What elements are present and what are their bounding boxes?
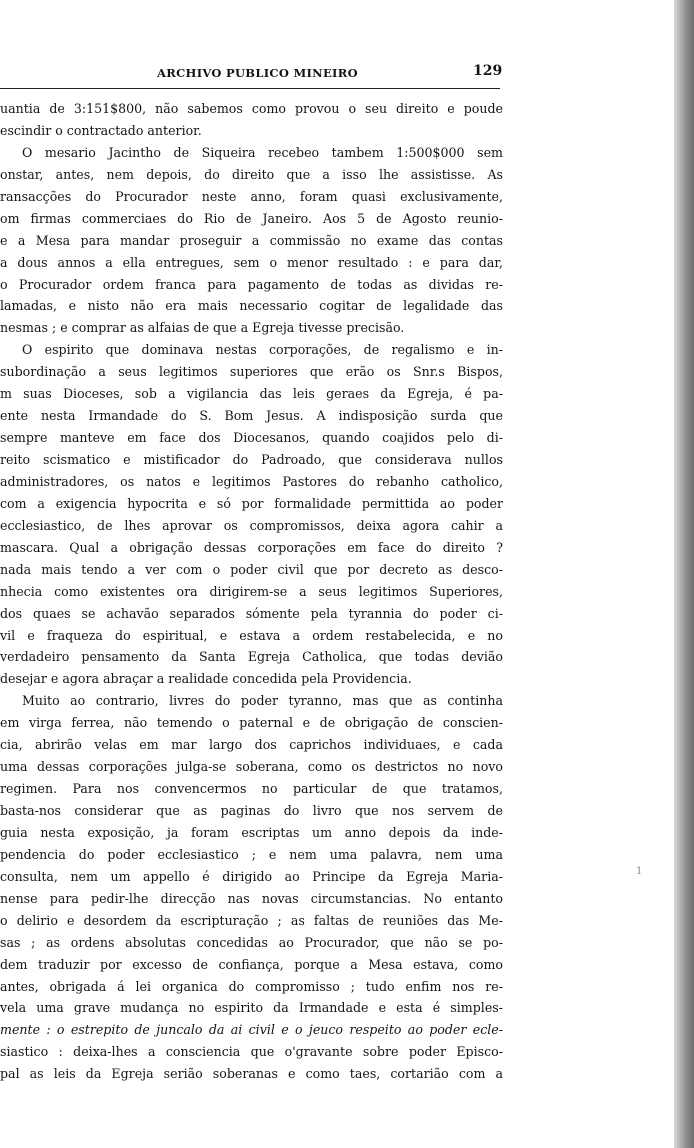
text-line: ente nesta Irmandade do S. Bom Jesus. A indisposição surda que	[0, 408, 503, 424]
text-line: O espirito que dominava nestas corporações, de regalismo e in-	[22, 342, 503, 358]
running-title: ARCHIVO PUBLICO MINEIRO	[157, 66, 358, 80]
text-line: em virga ferrea, não temendo o paternal e de obrigação de conscien-	[0, 715, 503, 731]
text-line: cia, abrirão velas em mar largo dos caprichos individuaes, e cada	[0, 737, 503, 753]
text-line: nada mais tendo a ver com o poder civil que por decreto as desco-	[0, 561, 503, 577]
text-line: administradores, os natos e legitimos Pastores do rebanho catholico,	[0, 473, 503, 489]
text-line: sempre manteve em face dos Diocesanos, quando coajidos pelo di-	[0, 430, 503, 446]
text-line: sas ; as ordens absolutas concedidas ao Procurador, que não se po-	[0, 934, 503, 950]
text-line: lamadas, e nisto não era mais necessario cogitar de legalidade das	[0, 298, 503, 314]
text-line: subordinação a seus legitimos superiores que erão os Snr.s Bispos,	[0, 364, 503, 380]
page-number: 129	[473, 63, 503, 79]
text-line: siastico : deixa-lhes a consciencia que o'gravante sobre poder Episco-	[0, 1044, 503, 1060]
text-line: vela uma grave mudança no espirito da Irmandade e esta é simples-	[0, 1000, 503, 1016]
text-line: dos quaes se achavão separados sómente pela tyrannia do poder ci-	[0, 605, 503, 621]
text-line: om firmas commerciaes do Rio de Janeiro. Aos 5 de Agosto reunio-	[0, 210, 503, 226]
text-line: pendencia do poder ecclesiastico ; e nem uma palavra, nem uma	[0, 846, 503, 862]
text-line: consulta, nem um appello é dirigido ao Principe da Egreja Maria-	[0, 868, 503, 884]
text-line: O mesario Jacintho de Siqueira recebeo tambem 1:500$000 sem	[22, 144, 503, 160]
text-line: uantia de 3:151$800, não sabemos como provou o seu direito e poude	[0, 101, 503, 116]
text-line: desejar e agora abraçar a realidade concedida pela Providencia.	[0, 671, 412, 687]
body-text	[0, 98, 503, 1085]
text-line: o Procurador ordem franca para pagamento de todas as dividas re-	[0, 276, 503, 292]
text-line: dem traduzir por excesso de confiança, porque a Mesa estava, como	[0, 956, 503, 972]
text-line: com a exigencia hypocrita e só por formalidade permittida ao poder	[0, 495, 503, 511]
text-line: ecclesiastico, de lhes aprovar os compromissos, deixa agora cahir a	[0, 517, 503, 533]
text-line: mascara. Qual a obrigação dessas corporações em face do direito ?	[0, 539, 503, 555]
text-line: verdadeiro pensamento da Santa Egreja Catholica, que todas devião	[0, 649, 503, 665]
text-line: guia nesta exposição, ja foram escriptas um anno depois da inde-	[0, 824, 503, 840]
text-line: onstar, antes, nem depois, do direito que a isso lhe assistisse. As	[0, 166, 503, 182]
scan-page-edge	[674, 0, 694, 1148]
text-line: nhecia como existentes ora dirigirem-se a seus legitimos Superiores,	[0, 583, 503, 599]
text-line: ransacções do Procurador neste anno, foram quasi exclusivamente,	[0, 188, 503, 204]
text-line: vil e fraqueza do espiritual, e estava a ordem restabelecida, e no	[0, 627, 503, 643]
text-line: nesmas ; e comprar as alfaias de que a Egreja tivesse precisão.	[0, 320, 405, 336]
header-rule	[0, 88, 500, 89]
text-line: escindir o contractado anterior.	[0, 122, 202, 138]
text-line: regimen. Para nos convencermos no particular de que tratamos,	[0, 781, 503, 797]
text-line: mente : o estrepito de juncalo da ai civil e o jeuco respeito ao poder ecle-	[0, 1022, 503, 1038]
margin-mark: 1	[636, 866, 643, 877]
text-line: nense para pedir-lhe direcção nas novas circumstancias. No entanto	[0, 890, 503, 906]
text-line: pal as leis da Egreja serião soberanas e como taes, cortarião com a	[0, 1066, 503, 1082]
text-line: antes, obrigada á lei organica do compromisso ; tudo enfim nos re-	[0, 978, 503, 994]
text-line: o delirio e desordem da escripturação ; as faltas de reuniões das Me-	[0, 912, 503, 928]
text-line: uma dessas corporações julga-se soberana, como os destrictos no novo	[0, 759, 503, 775]
text-line: e a Mesa para mandar proseguir a commissão no exame das contas	[0, 232, 503, 248]
text-line: basta-nos considerar que as paginas do livro que nos servem de	[0, 803, 503, 818]
text-line: Muito ao contrario, livres do poder tyranno, mas que as continha	[22, 693, 503, 709]
page-header	[0, 63, 503, 83]
text-line: a dous annos a ella entregues, sem o menor resultado : e para dar,	[0, 254, 503, 270]
text-line: reito scismatico e mistificador do Padroado, que considerava nullos	[0, 452, 503, 467]
text-line: m suas Dioceses, sob a vigilancia das leis geraes da Egreja, é pa-	[0, 386, 503, 402]
